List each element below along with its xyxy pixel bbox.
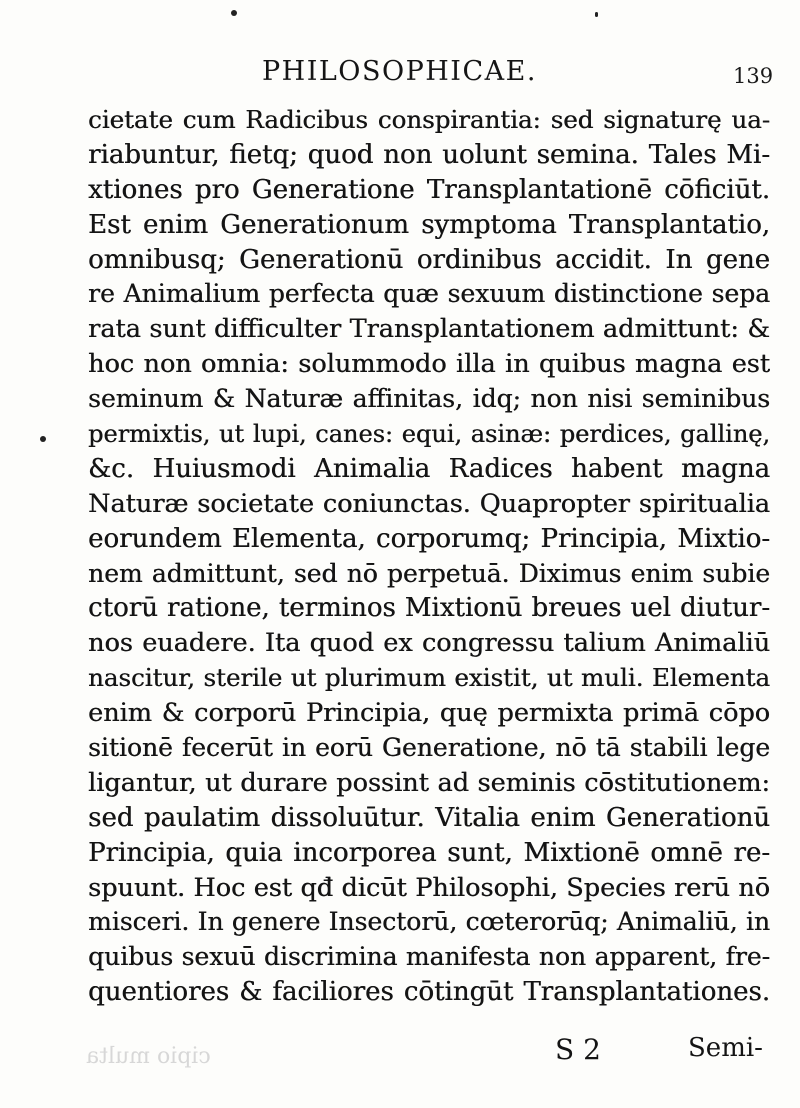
running-header: PHILOSOPHICAE.: [262, 56, 537, 87]
signature-mark: S 2: [555, 1033, 601, 1066]
text-line: cietate cum Radicibus conspirantia: sed signaturę ua-: [88, 105, 770, 134]
text-line: eorundem Elementa, corporumq; Principia, Mixtio-: [88, 523, 770, 554]
bleed-through-text: cipio multa: [86, 1044, 211, 1069]
text-line: enim & corporū Principia, quę permixta primā cōpo: [88, 698, 770, 729]
body-text: [88, 103, 770, 1010]
text-line: re Animalium perfecta quæ sexuum distinctione sepa: [88, 279, 770, 309]
text-line: quibus sexuū discrimina manifesta non apparent, fre-: [88, 942, 770, 972]
text-line: sitionē fecerūt in eorū Generatione, nō tā stabili lege: [88, 733, 770, 763]
text-line: hoc non omnia: solummodo illa in quibus magna est: [88, 349, 770, 380]
text-line: riabuntur, fietq; quod non uolunt semina. Tales Mi-: [88, 139, 770, 170]
text-line: ctorū ratione, terminos Mixtionū breues uel diutur-: [88, 593, 770, 624]
text-line: ligantur, ut durare possint ad seminis cōstitutionem:: [88, 767, 770, 798]
text-line: misceri. In genere Insectorū, cœterorūq; Animaliū, in: [88, 907, 770, 937]
catchword: Semi-: [688, 1033, 763, 1063]
ink-speck: [231, 10, 237, 16]
text-line: nos euadere. Ita quod ex congressu talium Animaliū: [88, 628, 770, 659]
text-line: quentiores & faciliores cōtingūt Transplantationes.: [88, 977, 770, 1008]
text-line: permixtis, ut lupi, canes: equi, asinæ: perdices, gallinę,: [88, 420, 770, 449]
text-line: xtiones pro Generatione Transplantationē cōficiūt.: [88, 174, 770, 205]
text-line: Naturæ societate coniunctas. Quapropter spiritualia: [88, 488, 770, 519]
text-line: sed paulatim dissoluūtur. Vitalia enim Generationū: [88, 802, 770, 833]
text-line: Est enim Generationum symptoma Transplantatio,: [88, 209, 770, 240]
text-line: nem admittunt, sed nō perpetuā. Diximus enim subie: [88, 558, 770, 588]
ink-speck: [40, 436, 46, 442]
page-number: 139: [733, 64, 774, 88]
text-line: nascitur, sterile ut plurimum existit, ut muli. Elementa: [88, 663, 770, 693]
text-line: spuunt. Hoc est qđ dicūt Philosophi, Species rerū nō: [88, 872, 770, 903]
text-line: seminum & Naturæ affinitas, idq; non nisi seminibus: [88, 384, 770, 414]
ink-speck: [595, 12, 598, 17]
text-line: rata sunt difficulter Transplantationem admittunt: &: [88, 314, 770, 345]
text-line: Principia, quia incorporea sunt, Mixtionē omnē re-: [88, 837, 770, 868]
text-line: &c. Huiusmodi Animalia Radices habent magna: [88, 453, 770, 484]
text-line: omnibusq; Generationū ordinibus accidit. In gene: [88, 244, 770, 275]
